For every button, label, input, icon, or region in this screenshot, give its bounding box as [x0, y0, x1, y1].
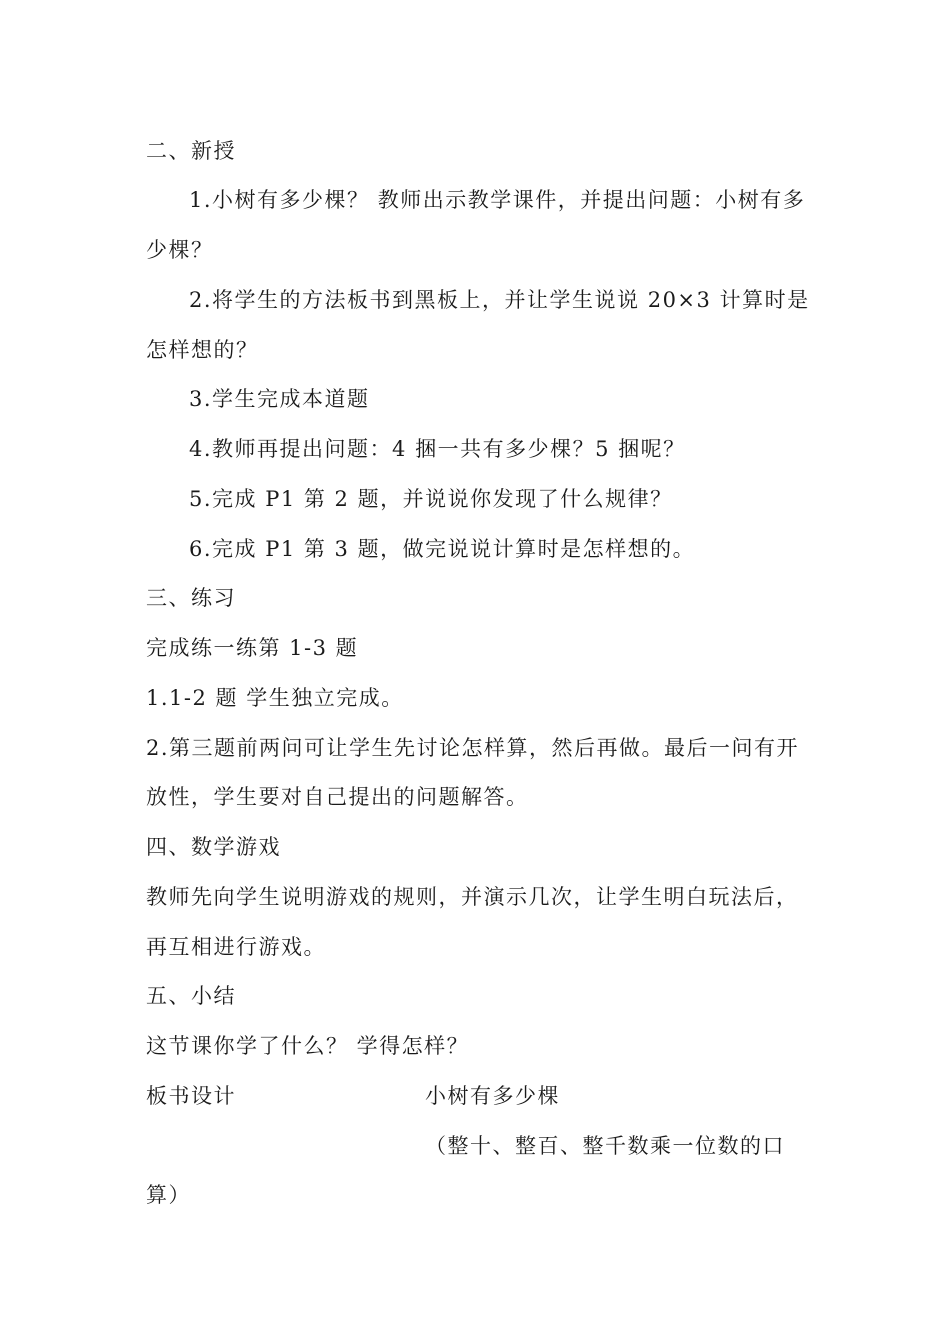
practice-item-2-line-2: 放性，学生要对自己提出的问题解答。 [146, 785, 529, 809]
section-heading-math-game: 四、数学游戏 [146, 835, 281, 859]
section-heading-new-lesson: 二、新授 [146, 139, 236, 163]
board-design-subtitle-line-1: （整十、整百、整千数乘一位数的口 [425, 1134, 785, 1158]
item-4: 4.教师再提出问题：4 捆一共有多少棵？5 捆呢？ [189, 437, 686, 461]
item-6: 6.完成 P1 第 3 题，做完说说计算时是怎样想的。 [189, 537, 696, 561]
game-line-1: 教师先向学生说明游戏的规则，并演示几次，让学生明白玩法后， [146, 885, 799, 909]
board-design-subtitle-line-2: 算） [146, 1183, 191, 1207]
practice-intro: 完成练一练第 1-3 题 [146, 636, 359, 660]
game-line-2: 再互相进行游戏。 [146, 935, 326, 959]
section-heading-practice: 三、练习 [146, 586, 236, 610]
item-2-line-2: 怎样想的？ [146, 338, 259, 362]
item-2-line-1: 2.将学生的方法板书到黑板上，并让学生说说 20×3 计算时是 [189, 288, 810, 312]
board-design-label: 板书设计 [146, 1084, 236, 1108]
item-5: 5.完成 P1 第 2 题，并说说你发现了什么规律？ [189, 487, 673, 511]
item-1-line-2: 少棵？ [146, 238, 214, 262]
section-heading-summary: 五、小结 [146, 984, 236, 1008]
item-3: 3.学生完成本道题 [189, 387, 370, 411]
practice-item-1: 1.1-2 题 学生独立完成。 [146, 686, 404, 710]
practice-item-2-line-1: 2.第三题前两问可让学生先讨论怎样算，然后再做。最后一问有开 [146, 736, 800, 760]
board-design-title: 小树有多少棵 [425, 1084, 560, 1108]
item-1-line-1: 1.小树有多少棵？ 教师出示教学课件，并提出问题：小树有多 [189, 188, 806, 212]
summary-text: 这节课你学了什么？ 学得怎样？ [146, 1034, 470, 1058]
